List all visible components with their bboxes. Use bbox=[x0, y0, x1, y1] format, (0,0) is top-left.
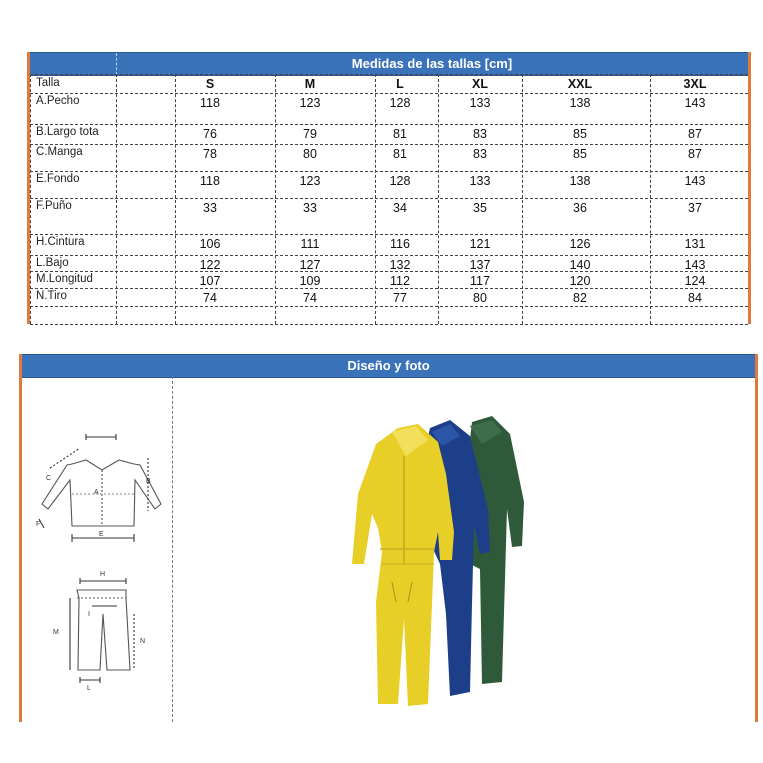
pants-letter-m: M bbox=[53, 629, 59, 636]
rainsuits-photo bbox=[342, 414, 552, 714]
size-value-cell: 87 bbox=[688, 147, 702, 161]
size-header-row bbox=[30, 74, 748, 93]
jacket-letter-c: C bbox=[46, 475, 52, 482]
size-value-cell: 123 bbox=[299, 96, 321, 110]
size-value-cell: 84 bbox=[688, 291, 702, 305]
size-row bbox=[30, 198, 748, 234]
size-value-cell: 85 bbox=[573, 127, 587, 141]
size-value-cell: 133 bbox=[469, 96, 491, 110]
size-row bbox=[30, 271, 748, 288]
size-value-cell: 138 bbox=[569, 174, 591, 188]
size-table bbox=[30, 74, 748, 324]
size-value-cell: 120 bbox=[569, 274, 591, 288]
jacket-letter-b: B bbox=[146, 478, 151, 485]
size-value-cell: 81 bbox=[393, 127, 407, 141]
size-value-cell: 107 bbox=[199, 274, 221, 288]
measure-label: L.Bajo bbox=[36, 257, 69, 269]
pants-letter-h: H bbox=[100, 571, 106, 578]
size-value-cell: 123 bbox=[299, 174, 321, 188]
size-value-cell: 138 bbox=[569, 96, 591, 110]
size-value-cell: 106 bbox=[199, 237, 221, 251]
size-value-cell: 36 bbox=[573, 201, 587, 215]
pants-letter-l: L bbox=[87, 685, 91, 692]
size-value-cell: 37 bbox=[688, 201, 702, 215]
size-value-cell: 85 bbox=[573, 147, 587, 161]
measure-label: M.Longitud bbox=[36, 273, 93, 285]
size-value-cell: 143 bbox=[684, 174, 706, 188]
measure-label: A.Pecho bbox=[36, 95, 80, 107]
size-value-cell: 126 bbox=[569, 237, 591, 251]
size-value-cell: 128 bbox=[389, 174, 411, 188]
size-row bbox=[30, 255, 748, 271]
size-value-cell: 109 bbox=[299, 274, 321, 288]
size-value-cell: 116 bbox=[390, 237, 410, 251]
size-value-cell: 82 bbox=[573, 291, 587, 305]
size-value-cell: 79 bbox=[303, 127, 317, 141]
size-header-xl: XL bbox=[472, 77, 488, 91]
pants-letter-i: I bbox=[88, 611, 90, 618]
size-value-cell: 122 bbox=[199, 258, 221, 272]
measure-label: H.Cintura bbox=[36, 236, 85, 248]
size-value-cell: 127 bbox=[299, 258, 321, 272]
size-value-cell: 80 bbox=[303, 147, 317, 161]
size-value-cell: 143 bbox=[684, 96, 706, 110]
measure-label: F.Puño bbox=[36, 200, 72, 212]
talla-header: Talla bbox=[36, 77, 60, 89]
size-value-cell: 137 bbox=[469, 258, 491, 272]
size-row bbox=[30, 234, 748, 255]
size-value-cell: 81 bbox=[393, 147, 407, 161]
jacket-letter-a: A bbox=[94, 489, 99, 496]
size-value-cell: 121 bbox=[469, 237, 491, 251]
size-value-cell: 80 bbox=[473, 291, 487, 305]
size-header-m: M bbox=[304, 77, 316, 91]
size-value-cell: 87 bbox=[688, 127, 702, 141]
size-value-cell: 140 bbox=[569, 258, 591, 272]
size-value-cell: 111 bbox=[300, 237, 320, 251]
size-value-cell: 112 bbox=[390, 274, 410, 288]
size-value-cell: 131 bbox=[684, 237, 706, 251]
size-row bbox=[30, 171, 748, 198]
size-value-cell: 83 bbox=[473, 147, 487, 161]
size-table-panel bbox=[27, 52, 751, 324]
design-title: Diseño y foto bbox=[347, 358, 430, 373]
size-row bbox=[30, 124, 748, 144]
size-value-cell: 117 bbox=[470, 274, 490, 288]
size-value-cell: 143 bbox=[684, 258, 706, 272]
measure-label: N.Tiro bbox=[36, 290, 67, 302]
size-table-title: Medidas de las tallas [cm] bbox=[351, 56, 513, 71]
design-header-bar bbox=[22, 354, 755, 378]
jacket-letter-f: F bbox=[36, 521, 41, 528]
size-value-cell: 33 bbox=[203, 201, 217, 215]
size-value-cell: 83 bbox=[473, 127, 487, 141]
size-row bbox=[30, 288, 748, 306]
size-value-cell: 33 bbox=[303, 201, 317, 215]
size-table-header-bar bbox=[30, 52, 748, 76]
jacket-diagram bbox=[39, 434, 161, 542]
pants-diagram bbox=[70, 578, 134, 683]
size-value-cell: 118 bbox=[200, 174, 220, 188]
size-value-cell: 124 bbox=[684, 274, 706, 288]
measure-label: B.Largo tota bbox=[36, 126, 99, 138]
size-value-cell: 34 bbox=[393, 201, 407, 215]
pants-letter-n: N bbox=[140, 638, 146, 645]
yellow-rainsuit bbox=[352, 424, 454, 706]
size-value-cell: 77 bbox=[393, 291, 407, 305]
size-value-cell: 78 bbox=[203, 147, 217, 161]
size-value-cell: 118 bbox=[200, 96, 220, 110]
size-value-cell: 74 bbox=[303, 291, 317, 305]
size-value-cell: 133 bbox=[469, 174, 491, 188]
jacket-letter-e: E bbox=[99, 531, 104, 538]
size-header-3xl: 3XL bbox=[683, 77, 707, 91]
size-row bbox=[30, 93, 748, 124]
size-value-cell: 128 bbox=[389, 96, 411, 110]
size-header-xxl: XXL bbox=[567, 77, 593, 91]
size-header-l: L bbox=[396, 77, 404, 91]
measure-label: E.Fondo bbox=[36, 173, 80, 185]
size-value-cell: 74 bbox=[203, 291, 217, 305]
size-value-cell: 35 bbox=[473, 201, 487, 215]
size-row bbox=[30, 144, 748, 171]
measure-label: C.Manga bbox=[36, 146, 83, 158]
size-value-cell: 76 bbox=[203, 127, 217, 141]
size-header-s: S bbox=[205, 77, 215, 91]
design-panel bbox=[19, 354, 758, 722]
technical-drawings bbox=[22, 376, 172, 722]
size-value-cell: 132 bbox=[389, 258, 411, 272]
